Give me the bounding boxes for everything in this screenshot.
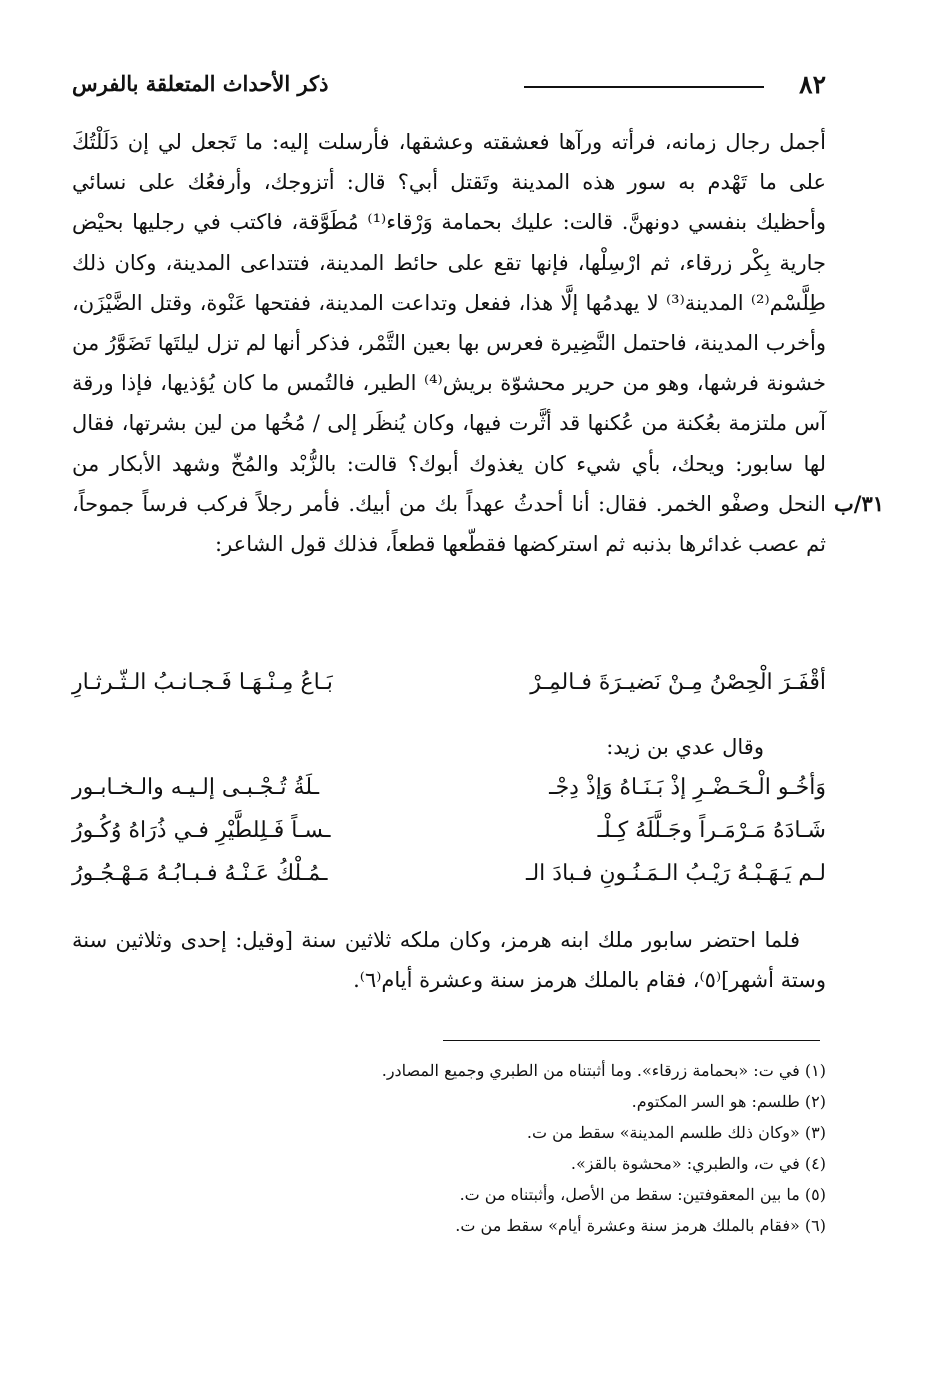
verse-first-hemistich: شَـادَهُ مَـرْمَـراً وجَـلَّلَهُ كِـلْـ bbox=[597, 818, 826, 843]
header-rule bbox=[524, 86, 764, 88]
narration-line: وقال عدي بن زيد: bbox=[606, 735, 764, 759]
verse-second-hemistich: ـسـاً فَـلِلطَّيْرِ فـي ذُرَاهُ وُكُـورُ bbox=[72, 818, 331, 843]
page-header bbox=[72, 62, 826, 102]
verse-first-hemistich: وَأخُـو الْـحَـضْـرِ إذْ بَـنَـاهُ وَإذْ دِجْـ bbox=[549, 775, 826, 800]
verse-line bbox=[72, 775, 826, 815]
verse-second-hemistich: ـمُـلْكُ عَـنْـهُ فـبـابُـهُ مَـهْـجُـورُ bbox=[72, 861, 328, 886]
closing-paragraph bbox=[72, 920, 826, 1000]
footnotes bbox=[260, 1055, 826, 1241]
footnote: (٣) «وكان ذلك طلسم المدينة» سقط من ت. bbox=[526, 1123, 826, 1142]
footnote: (٦) «فقام بالملك هرمز سنة وعشرة أيام» سقط من ت. bbox=[455, 1216, 826, 1235]
verse-line bbox=[72, 818, 826, 858]
footnote: (٢) طلسم: هو السر المكتوم. bbox=[631, 1092, 826, 1111]
footnote: (٥) ما بين المعقوفتين: سقط من الأصل، وأثبتناه من ت. bbox=[459, 1185, 826, 1204]
footnote-rule bbox=[443, 1040, 820, 1041]
verse-first-hemistich: أقْفَـرَ الْحِصْنُ مِـنْ نَضيـرَةَ فـالمِـرْ bbox=[530, 670, 826, 695]
body-text: أجمل رجال زمانه، فرأته ورآها فعشقته وعشقها، فأرسلت إليه: ما تَجعل لي إن دَلَلْتُكَ على ما تَهْدم به سور هذه المدينة وتَقتل أبي؟ قال: أتزوجك، وأرفعُك على نسائي وأحظيك بنفسي دونهنَّ. قالت: عليك بحمامة وَرْقاء⁽¹⁾ مُطَوَّقة، فاكتب في رجليها بحيْض جارية بِكْر زرقاء، ثم ارْسِلْها، فإنها تقع على حائط المدينة، فتتداعى المدينة، وكان ذلك طِلَّسْم⁽²⁾ المدينة⁽³⁾ لا يهدمُها إلَّا هذا، ففعل وتداعت المدينة، ففتحها عَنْوة، وقتل الضَّيْزَن، وأخرب المدينة، فاحتمل النَّضِيرة فعرس بها بعين التَّمْر، فذكر أنها لم تزل ليلتَها تَضَوَّرُ من خشونة فرشها، وهو من حرير محشوّة بريش⁽⁴⁾ الطير، فالتُمس ما كان يُؤذيها، فإذا ورقة آس ملتزمة بعُكنة من عُكنها قد أثَّرت فيها، وكان يُنظَر إلى / مُخُها من لين بشرتها، فقال لها سابور: ويحك، بأي شيء كان يغذوك أبوك؟ قالت: بالزُّبْد والمُخّ وشهد الأبكار من النحل وصفْو الخمر. فقال: أنا أحدثُ عهداً بك من أبيك. فأمر رجلاً فركب فرساً جموحاً، ثم عصب غدائرها بذنبه ثم استركضها فقطّعها قطعاً، فذلك قول الشاعر: bbox=[72, 130, 826, 557]
verse-second-hemistich: بَـاعُ مِـنْـهَـا فَـجـانـبُ الـثّـرثـارِ bbox=[72, 670, 333, 695]
verse-line bbox=[72, 670, 826, 710]
footnote: (٤) في ت، والطبري: «محشوة بالقز». bbox=[570, 1154, 826, 1173]
closing-text: فلما احتضر سابور ملك ابنه هرمز، وكان ملكه ثلاثين سنة [وقيل: إحدى وثلاثين سنة وستة أشهر]⁽٥⁾، فقام بالملك هرمز سنة وعشرة أيام⁽٦⁾. bbox=[72, 928, 826, 993]
verse-line bbox=[72, 861, 826, 901]
running-title: ذكر الأحداث المتعلقة بالفرس bbox=[72, 71, 329, 96]
page-number: ٨٢ bbox=[799, 70, 826, 99]
verse-first-hemistich: لـم يَـهَـبْـهُ رَيْـبُ الـمَـنُـونِ فـبادَ الـ bbox=[526, 861, 826, 886]
folio-margin-note: ٣١/ب bbox=[834, 491, 885, 516]
footnote: (١) في ت: «بحمامة زرقاء». وما أثبتناه من الطبري وجميع المصادر. bbox=[381, 1061, 826, 1080]
verse-second-hemistich: ـلَةُ تُـجْـبـى إلـيـه والـخـابـور bbox=[72, 775, 320, 800]
main-paragraph bbox=[72, 122, 826, 564]
